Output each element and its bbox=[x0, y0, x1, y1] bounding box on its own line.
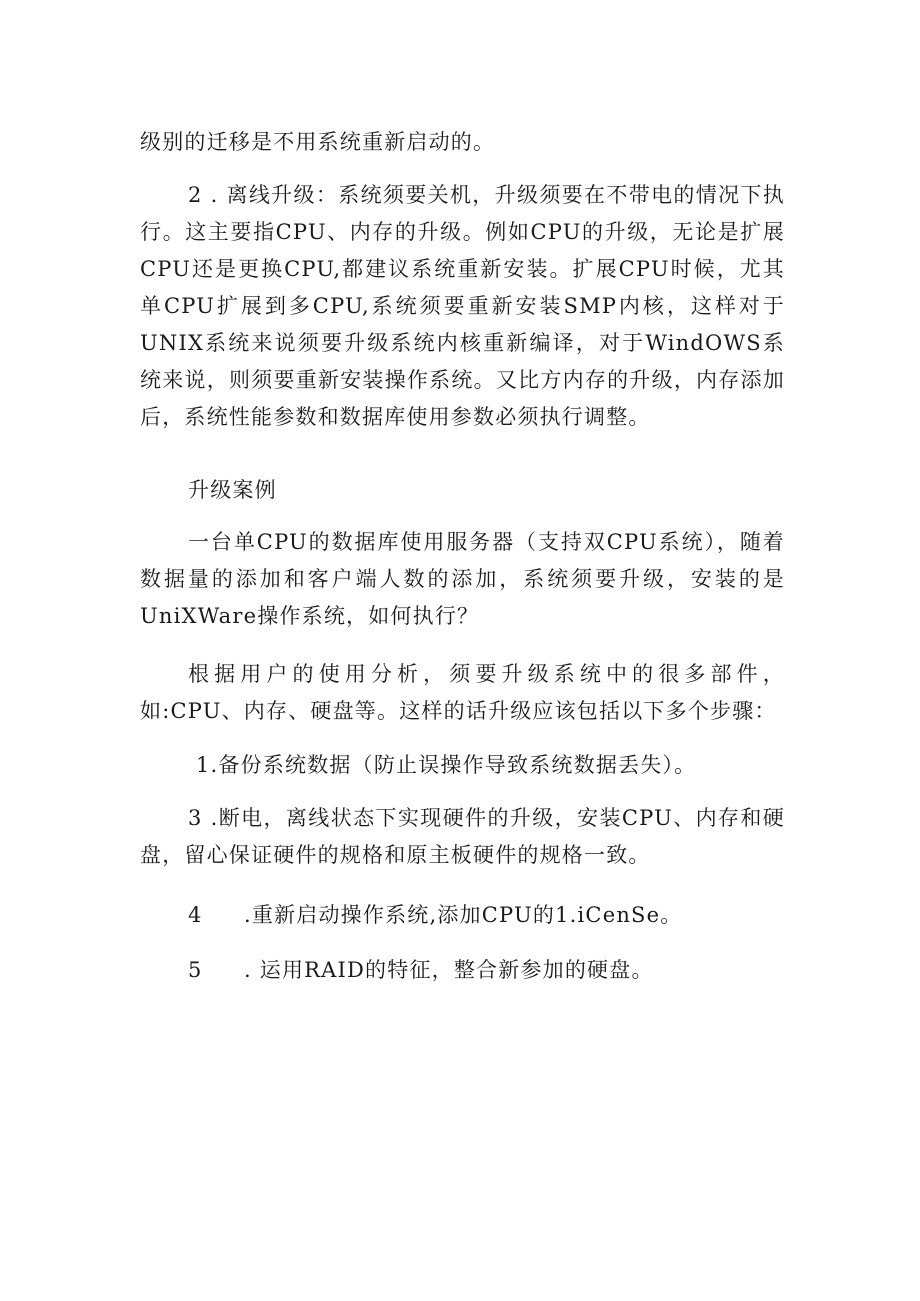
paragraph-migration-end: 级别的迁移是不用系统重新启动的。 bbox=[140, 130, 496, 154]
paragraph-case-description: 一台单CPU的数据库使用服务器（支持双CPU系统），随着数据量的添加和客户端人数的添加，系统须要升级，安装的是UniXWare操作系统，如何执行？ bbox=[140, 530, 785, 628]
step-1-backup: 1.备份系统数据（防止误操作导致系统数据丢失）。 bbox=[196, 753, 697, 777]
step-5-text: . 运用RAID的特征，整合新参加的硬盘。 bbox=[244, 958, 654, 982]
step-5-number: 5 bbox=[188, 958, 203, 982]
step-5-raid bbox=[140, 952, 785, 989]
paragraph-analysis: 根据用户的使用分析，须要升级系统中的很多部件，如:CPU、内存、硬盘等。这样的话升级应该包括以下多个步骤： bbox=[140, 662, 785, 723]
paragraph-offline-upgrade: 2 . 离线升级：系统须要关机，升级须要在不带电的情况下执行。这主要指CPU、内存的升级。例如CPU的升级，无论是扩展CPU还是更换CPU,都建议系统重新安装。扩展CPU时候，尤其单CPU扩展到多CPU,系统须要重新安装SMP内核，这样对于UNIX系统来说须要升级系统内核重新编译，对于WindOWS系统来说，则须要重新安装操作系统。又比方内存的升级，内存添加后，系统性能参数和数据库使用参数必须执行调整。 bbox=[140, 183, 785, 429]
step-4-restart bbox=[140, 897, 785, 934]
section-heading-upgrade-case: 升级案例 bbox=[188, 478, 277, 502]
step-4-text: .重新启动操作系统,添加CPU的1.iCenSe。 bbox=[244, 903, 683, 927]
step-3-hardware: 3 .断电，离线状态下实现硬件的升级，安装CPU、内存和硬盘，留心保证硬件的规格和原主板硬件的规格一致。 bbox=[140, 806, 785, 867]
step-4-number: 4 bbox=[188, 903, 203, 927]
